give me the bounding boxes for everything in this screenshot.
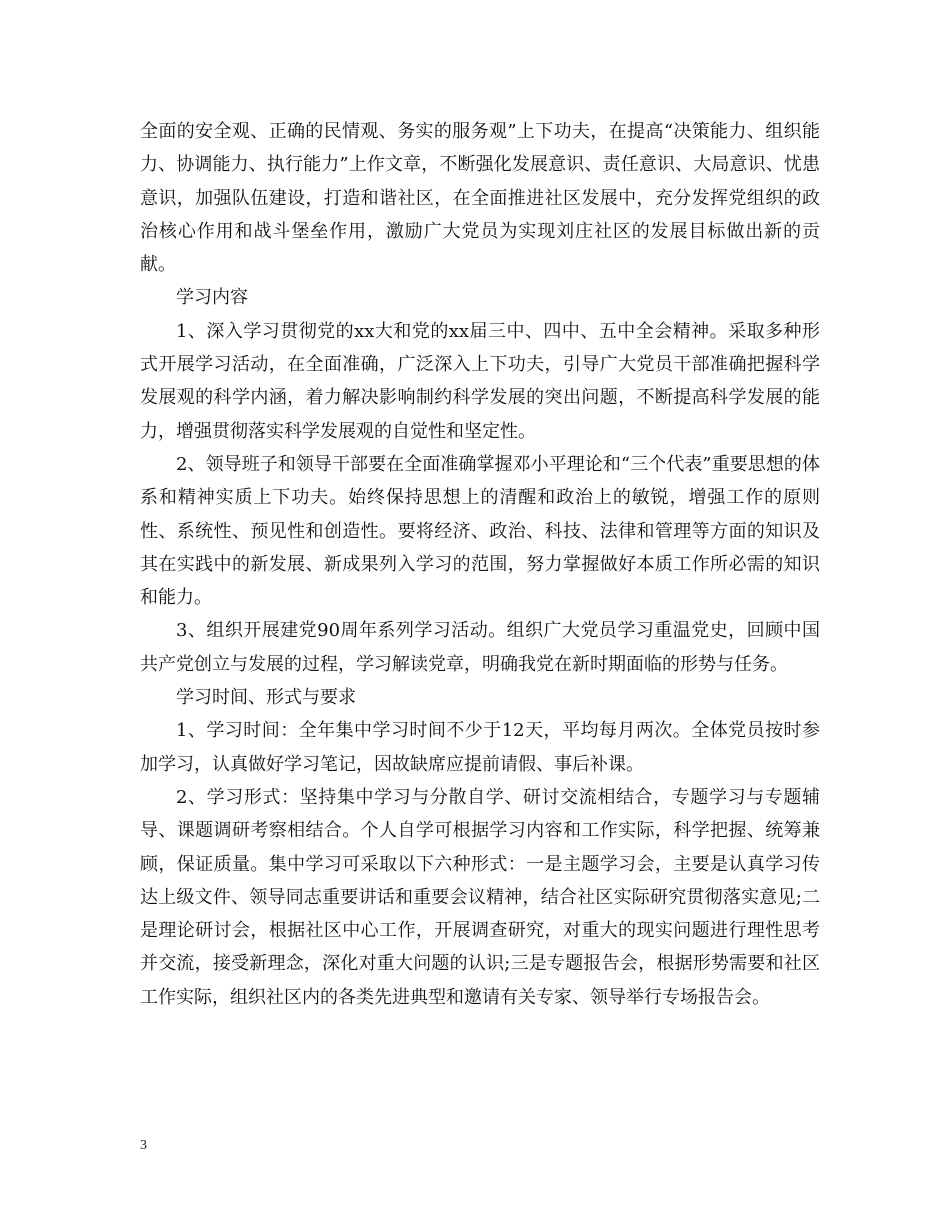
paragraph-study-form: 2、学习形式：坚持集中学习与分散自学、研讨交流相结合，专题学习与专题辅导、课题调研考察相结合。个人自学可根据学习内容和工作实际，科学把握、统筹兼顾，保证质量。集中学习可采取以下六种形式：一是主题学习会，主要是认真学习传达上级文件、领导同志重要讲话和重要会议精神，结合社区实际研究贯彻落实意见;二是理论研讨会，根据社区中心工作，开展调查研究，对重大的现实问题进行理性思考并交流，接受新理念，深化对重大问题的认识;三是专题报告会，根据形势需要和社区工作实际，组织社区内的各类先进典型和邀请有关专家、领导举行专场报告会。 <box>140 786 820 1008</box>
paragraph-item-2: 2、领导班子和领导干部要在全面准确掌握邓小平理论和“三个代表”重要思想的体系和精神实质上下功夫。始终保持思想上的清醒和政治上的敏锐，增强工作的原则性、系统性、预见性和创造性。要将经济、政治、科技、法律和管理等方面的知识及其在实践中的新发展、新成果列入学习的范围，努力掌握做好本质工作所必需的知识和能力。 <box>140 453 820 609</box>
paragraph-item-3: 3、组织开展建党90周年系列学习活动。组织广大党员学习重温党史，回顾中国共产党创立与发展的过程，学习解读党章，明确我党在新时期面临的形势与任务。 <box>140 620 820 675</box>
paragraph-intro: 全面的安全观、正确的民情观、务实的服务观”上下功夫，在提高“决策能力、组织能力、协调能力、执行能力”上作文章，不断强化发展意识、责任意识、大局意识、忧患意识，加强队伍建设，打造和谐社区，在全面推进社区发展中，充分发挥党组织的政治核心作用和战斗堡垒作用，激励广大党员为实现刘庄社区的发展目标做出新的贡献。 <box>140 121 820 276</box>
document-body <box>140 115 820 1014</box>
heading-study-content: 学习内容 <box>176 287 248 309</box>
heading-study-time-form: 学习时间、形式与要求 <box>176 687 356 709</box>
paragraph-study-time: 1、学习时间：全年集中学习时间不少于12天，平均每月两次。全体党员按时参加学习，认真做好学习笔记，因故缺席应提前请假、事后补课。 <box>140 720 820 775</box>
page-number: 3 <box>140 1138 147 1153</box>
paragraph-item-1: 1、深入学习贯彻党的xx大和党的xx届三中、四中、五中全会精神。采取多种形式开展学习活动，在全面准确，广泛深入上下功夫，引导广大党员干部准确把握科学发展观的科学内涵，着力解决影响制约科学发展的突出问题，不断提高科学发展的能力，增强贯彻落实科学发展观的自觉性和坚定性。 <box>140 320 820 442</box>
